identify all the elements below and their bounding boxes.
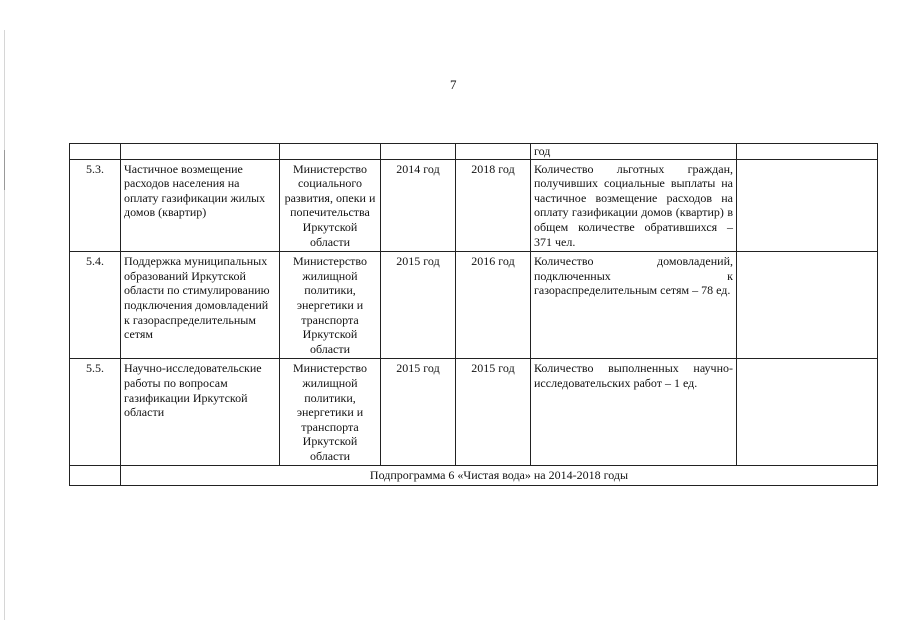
end-year: 2015 год (456, 359, 531, 466)
measure-name: Научно-исследовательские работы по вопросам газификации Иркутской области (121, 359, 280, 466)
measures-table (69, 143, 878, 486)
measure-name: Поддержка муниципальных образований Иркутской области по стимулированию подключения домовладений к газораспределительным сетям (121, 252, 280, 359)
table-cell (70, 466, 121, 486)
end-year: 2016 год (456, 252, 531, 359)
indicator: Количество домовладений, подключенных к газораспределительным сетям – 78 ед. (531, 252, 737, 359)
row-number: 5.3. (70, 159, 121, 252)
start-year: 2015 год (381, 359, 456, 466)
table-cell (381, 144, 456, 160)
table-cell (280, 144, 381, 160)
continuation-row (70, 144, 878, 160)
start-year: 2015 год (381, 252, 456, 359)
row-number: 5.4. (70, 252, 121, 359)
table-row (70, 252, 878, 359)
continuation-text: год (531, 144, 737, 160)
table-cell (737, 144, 878, 160)
extra-cell (737, 252, 878, 359)
extra-cell (737, 159, 878, 252)
subprogram-row (70, 466, 878, 486)
page-number: 7 (450, 77, 457, 92)
extra-cell (737, 359, 878, 466)
scan-edge-line (4, 30, 5, 620)
table-cell (70, 144, 121, 160)
subprogram-title: Подпрограмма 6 «Чистая вода» на 2014-2018 годы (121, 466, 878, 486)
table-cell (456, 144, 531, 160)
table-cell (121, 144, 280, 160)
executor: Министерство социального развития, опеки и попечительства Иркутской области (280, 159, 381, 252)
executor: Министерство жилищной политики, энергетики и транспорта Иркутской области (280, 359, 381, 466)
executor: Министерство жилищной политики, энергетики и транспорта Иркутской области (280, 252, 381, 359)
end-year: 2018 год (456, 159, 531, 252)
scan-edge-mark (4, 150, 5, 190)
start-year: 2014 год (381, 159, 456, 252)
table-row (70, 159, 878, 252)
indicator: Количество выполненных научно-исследовательских работ – 1 ед. (531, 359, 737, 466)
table-row (70, 359, 878, 466)
measure-name: Частичное возмещение расходов населения на оплату газификации жилых домов (квартир) (121, 159, 280, 252)
indicator: Количество льготных граждан, получивших социальные выплаты на частичное возмещение расходов на оплату газификации домов (квартир) в общем количестве обратившихся – 371 чел. (531, 159, 737, 252)
row-number: 5.5. (70, 359, 121, 466)
